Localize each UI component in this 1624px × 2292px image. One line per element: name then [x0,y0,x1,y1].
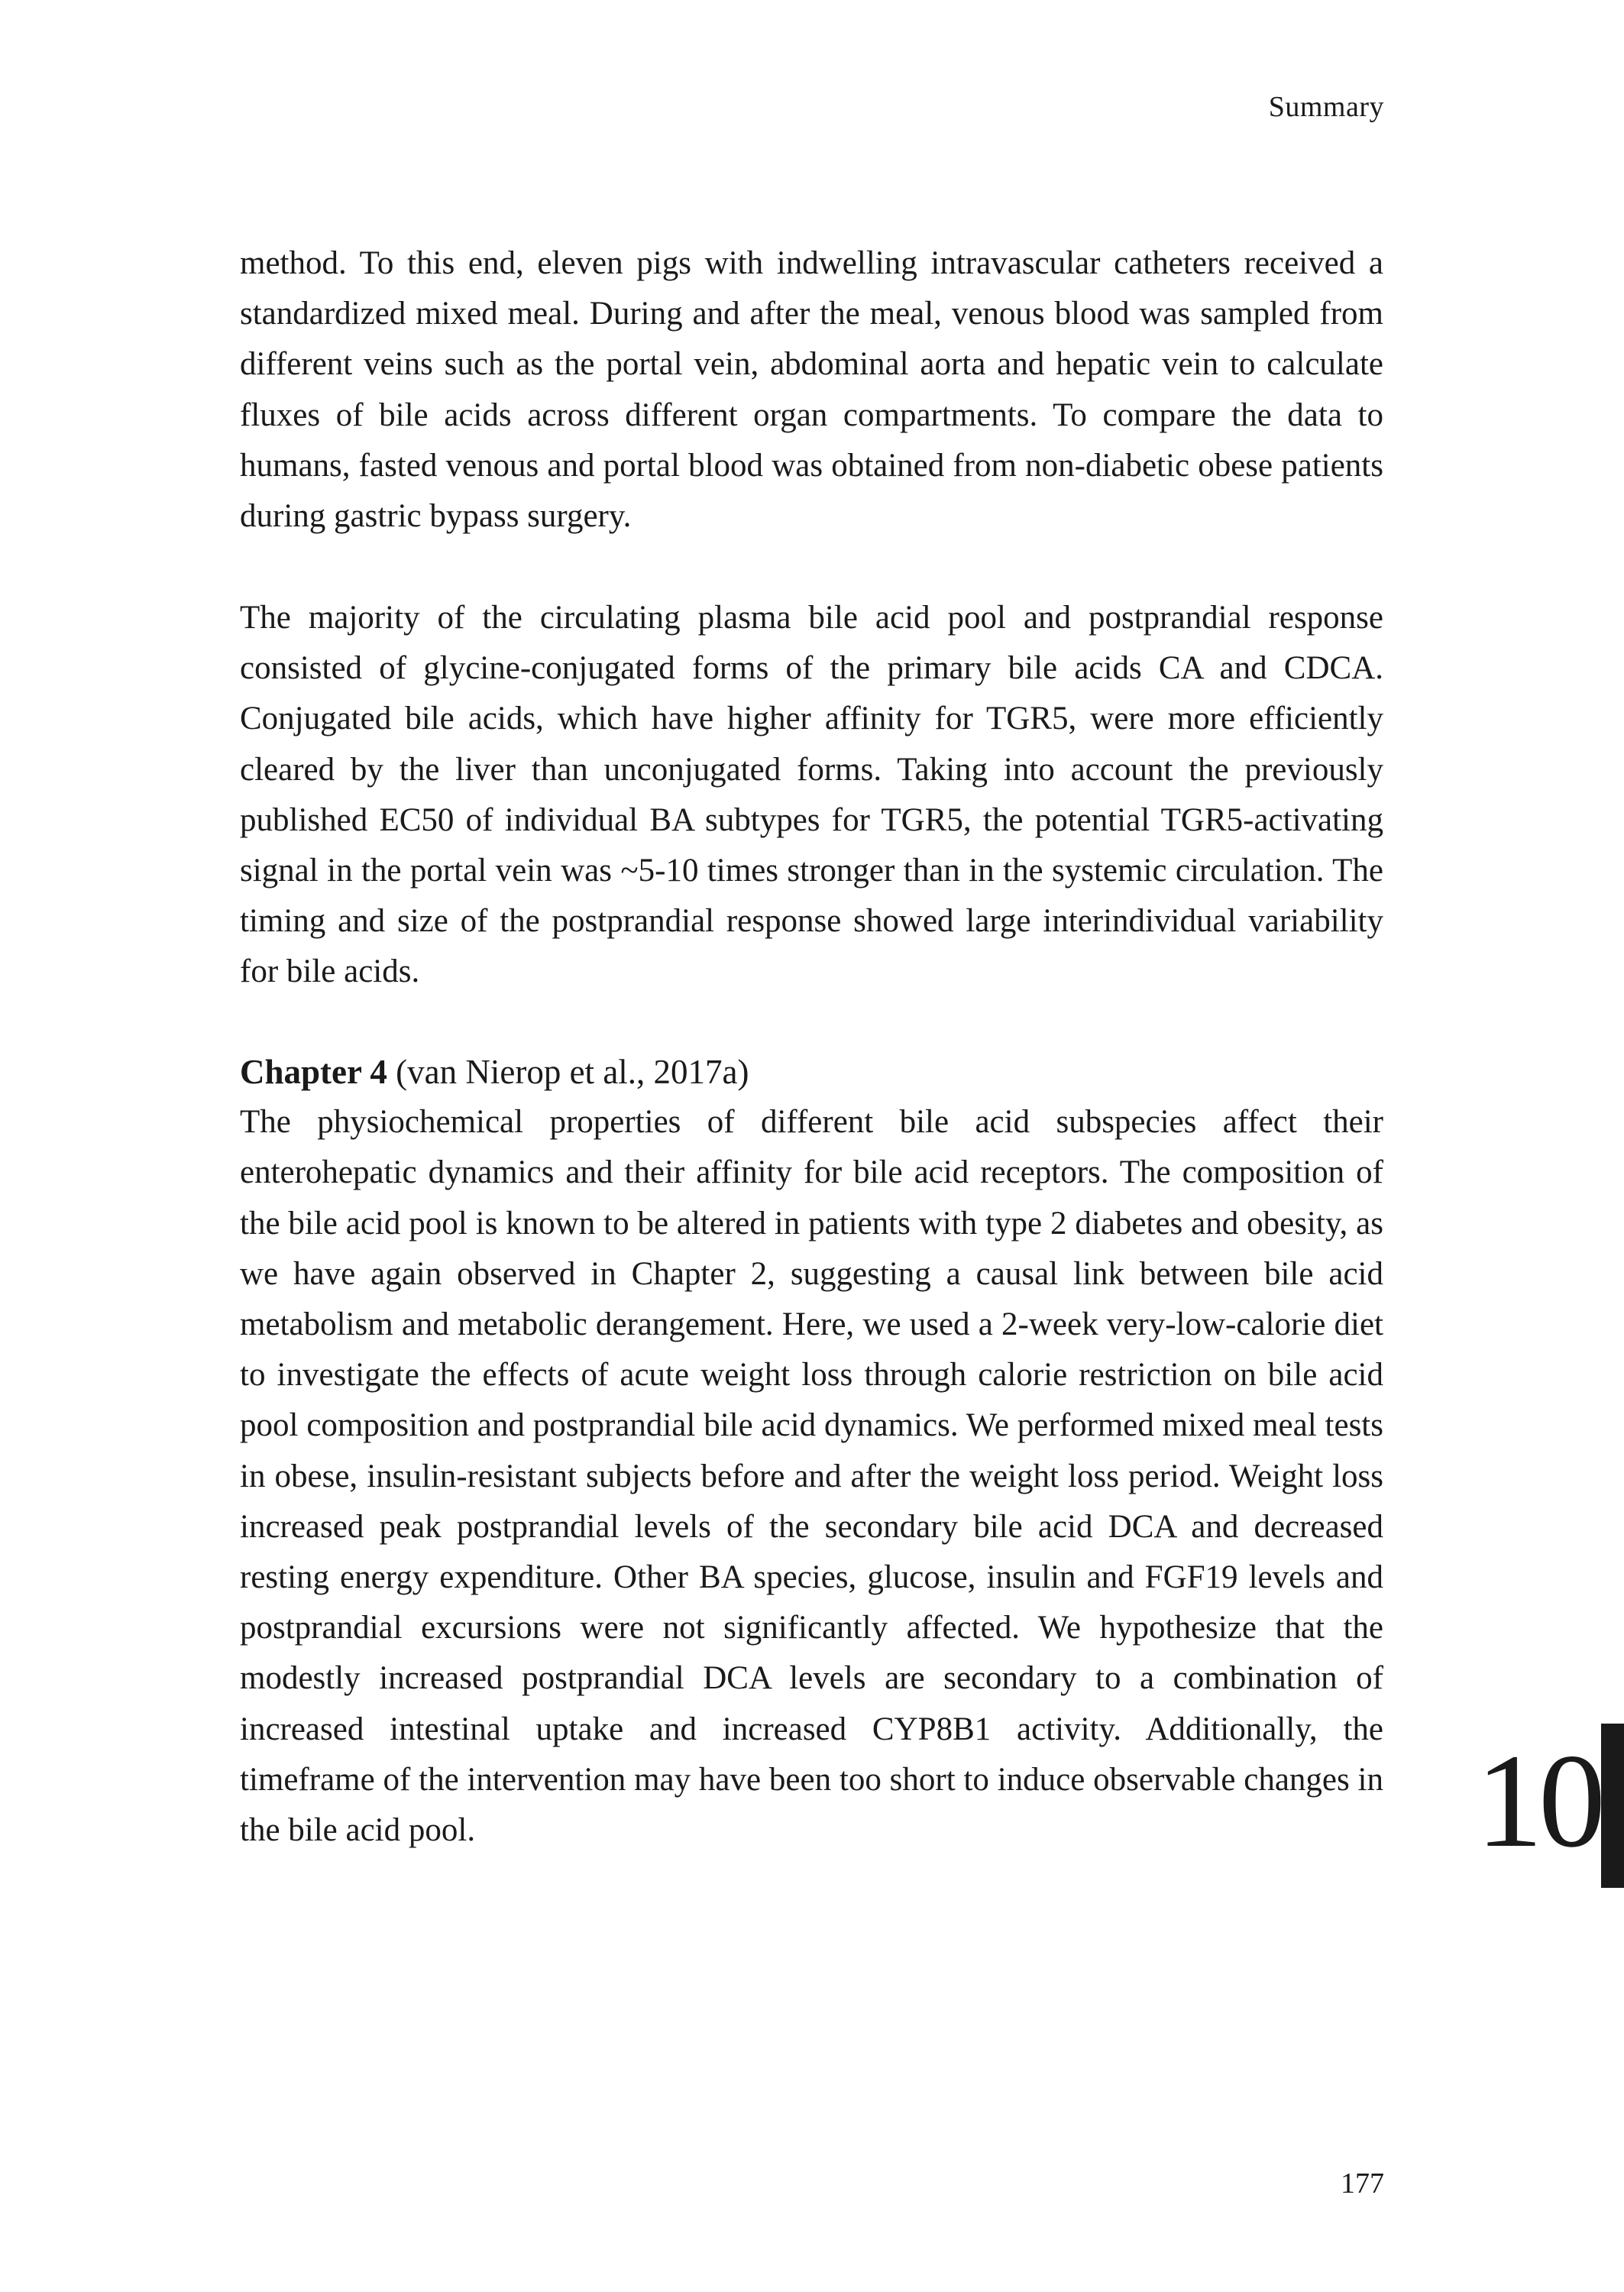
chapter-thumb-tab-bar [1601,1724,1624,1888]
chapter-thumb-tab-number: 10 [1476,1727,1601,1876]
body-section-1 [240,238,1383,542]
chapter-label: Chapter 4 [240,1053,387,1091]
body-section-2 [240,593,1383,998]
body-paragraph: The physiochemical properties of different bile acid subspecies affect their enterohepatic dynamics and their affinity for bile acid receptors. The composition of the bile acid pool is known to be altered in patients with type 2 diabetes and obesity, as we have again observed in Chapter 2, suggesting a causal link between bile acid metabolism and metabolic derangement. Here, we used a 2-week very-low-calorie diet to investigate the effects of acute weight loss through calorie restriction on bile acid pool composition and postprandial bile acid dynamics. We performed mixed meal tests in obese, insulin-resistant subjects before and after the weight loss period. Weight loss increased peak postprandial levels of the secondary bile acid DCA and decreased resting energy expenditure. Other BA species, glucose, insulin and FGF19 levels and postprandial excursions were not significantly affected. We hypothesize that the modestly increased postprandial DCA levels are secondary to a combination of increased intestinal uptake and increased CYP8B1 activity. Additionally, the timeframe of the intervention may have been too short to induce observable changes in the bile acid pool. [240,1104,1383,1849]
chapter-4-section [240,1047,1383,1856]
chapter-heading [240,1047,1383,1097]
page-number: 177 [1341,2167,1384,2200]
body-paragraph: The majority of the circulating plasma bile acid pool and postprandial response consisted of glycine-conjugated forms of the primary bile acids CA and CDCA. Conjugated bile acids, which have higher affinity for TGR5, were more efficiently cleared by the liver than unconjugated forms. Taking into account the previously published EC50 of individual BA subtypes for TGR5, the potential TGR5-activating signal in the portal vein was ~5-10 times stronger than in the systemic circulation. The timing and size of the postprandial response showed large interindividual variability for bile acids. [240,600,1383,990]
chapter-citation: (van Nierop et al., 2017a) [387,1053,749,1091]
body-paragraph: method. To this end, eleven pigs with indwelling intravascular catheters received a standardized mixed meal. During and after the meal, venous blood was sampled from different veins such as the portal vein, abdominal aorta and hepatic vein to calculate fluxes of bile acids across different organ compartments. To compare the data to humans, fasted venous and portal blood was obtained from non-diabetic obese patients during gastric bypass surgery. [240,245,1383,535]
running-head-title: Summary [1268,91,1384,123]
